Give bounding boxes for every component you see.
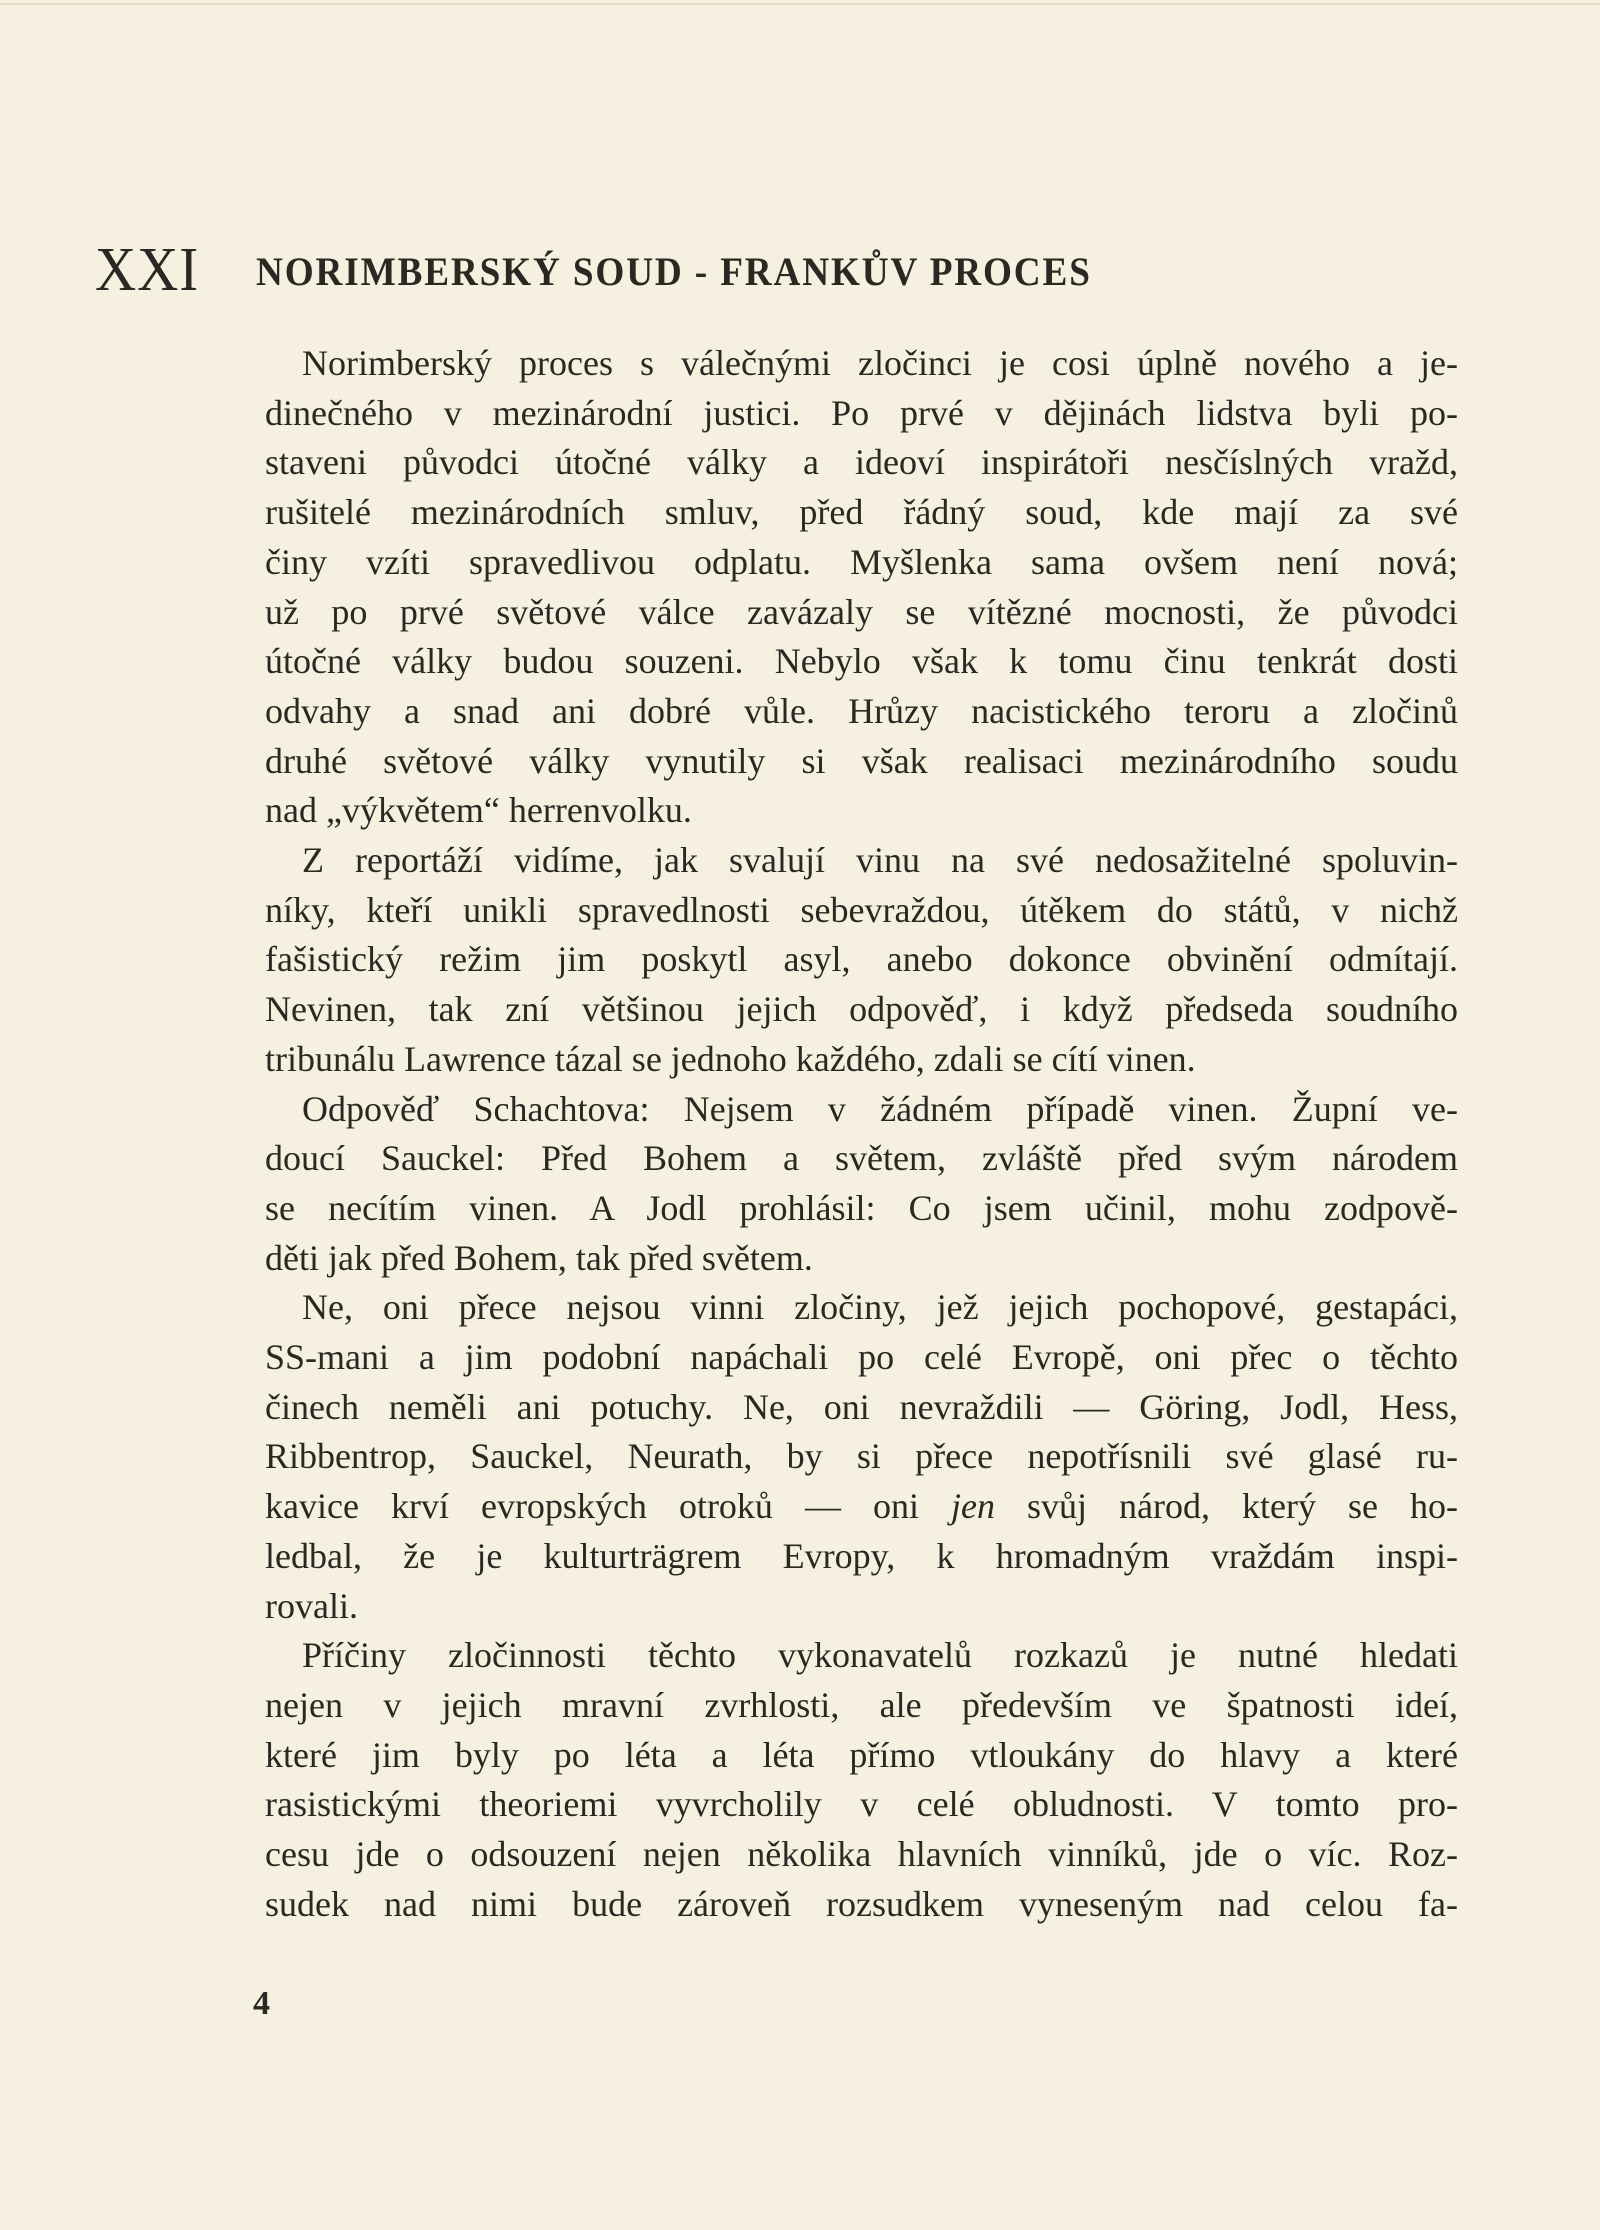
- text-line: Ribbentrop, Sauckel, Neurath, by si přece nepotřísnili své glasé ru-: [265, 1436, 1458, 1477]
- page-number: 4: [253, 1985, 270, 2022]
- text-line: rovali.: [265, 1585, 358, 1626]
- text-line: dinečného v mezinárodní justici. Po prvé v dějinách lidstva byli po-: [265, 392, 1458, 433]
- text-line: nejen v jejich mravní zvrhlosti, ale především ve špatnosti ideí,: [265, 1684, 1458, 1725]
- text-line: nad „výkvětem“ herrenvolku.: [265, 790, 692, 831]
- text-line: které jim byly po léta a léta přímo vtloukány do hlavy a které: [265, 1734, 1458, 1775]
- text-line: cesu jde o odsouzení nejen několika hlavních vinníků, jde o víc. Roz-: [265, 1834, 1458, 1874]
- text-line: děti jak před Bohem, tak před světem.: [265, 1237, 813, 1278]
- text-line: tribunálu Lawrence tázal se jednoho každého, zdali se cítí vinen.: [265, 1038, 1196, 1079]
- text-line: už po prvé světové válce zavázaly se vítězné mocnosti, že původci: [265, 591, 1458, 632]
- text-line: sudek nad nimi bude zároveň rozsudkem vyneseným nad celou fa-: [265, 1883, 1458, 1924]
- text-line: rušitelé mezinárodních smluv, před řádný soud, kde mají za své: [265, 492, 1458, 533]
- text-line: Norimberský proces s válečnými zločinci je cosi úplně nového a je-: [302, 343, 1458, 383]
- text-line: SS-mani a jim podobní napáchali po celé Evropě, oni přec o těchto: [265, 1337, 1458, 1377]
- text-line: se necítím vinen. A Jodl prohlásil: Co jsem učinil, mohu zodpově-: [265, 1187, 1458, 1228]
- text-line: Nevinen, tak zní většinou jejich odpověď, i když předseda soudního: [265, 989, 1458, 1030]
- text-line: odvahy a snad ani dobré vůle. Hrůzy nacistického teroru a zločinů: [265, 690, 1458, 731]
- text-line: Ne, oni přece nejsou vinni zločiny, jež jejich pochopové, gestapáci,: [302, 1287, 1458, 1328]
- text-line: činech neměli ani potuchy. Ne, oni nevraždili — Göring, Jodl, Hess,: [265, 1386, 1458, 1427]
- chapter-title: NORIMBERSKÝ SOUD - FRANKŮV PROCES: [256, 249, 1092, 294]
- text-line: Z reportáží vidíme, jak svalují vinu na své nedosažitelné spoluvin-: [302, 840, 1458, 880]
- chapter-number: XXI: [95, 236, 200, 304]
- text-line: staveni původci útočné války a ideoví inspirátoři nesčíslných vražd,: [265, 442, 1458, 483]
- text-line: Příčiny zločinnosti těchto vykonavatelů rozkazů je nutné hledati: [302, 1635, 1458, 1676]
- text-line: útočné války budou souzeni. Nebylo však k tomu činu tenkrát dosti: [265, 641, 1458, 682]
- text-line: rasistickými theoriemi vyvrcholily v celé obludnosti. V tomto pro-: [265, 1784, 1458, 1825]
- text-line: druhé světové války vynutily si však realisaci mezinárodního soudu: [265, 740, 1458, 781]
- text-line: Odpověď Schachtova: Nejsem v žádném případě vinen. Župní ve-: [302, 1088, 1458, 1129]
- text-line: níky, kteří unikli spravedlnosti sebevraždou, útěkem do států, v nichž: [265, 889, 1458, 930]
- text-line: doucí Sauckel: Před Bohem a světem, zvláště před svým národem: [265, 1138, 1458, 1179]
- text-line: fašistický režim jim poskytl asyl, anebo dokonce obvinění odmítají.: [265, 939, 1458, 980]
- text-line: ledbal, že je kulturträgrem Evropy, k hromadným vraždám inspi-: [265, 1535, 1458, 1576]
- text-line: činy vzíti spravedlivou odplatu. Myšlenka sama ovšem není nová;: [265, 541, 1458, 582]
- emphasis: jen: [951, 1486, 995, 1527]
- text-line: kavice krví evropských otroků — oni jen svůj národ, který se ho-: [265, 1486, 1459, 1527]
- page-edge: [0, 3, 1600, 5]
